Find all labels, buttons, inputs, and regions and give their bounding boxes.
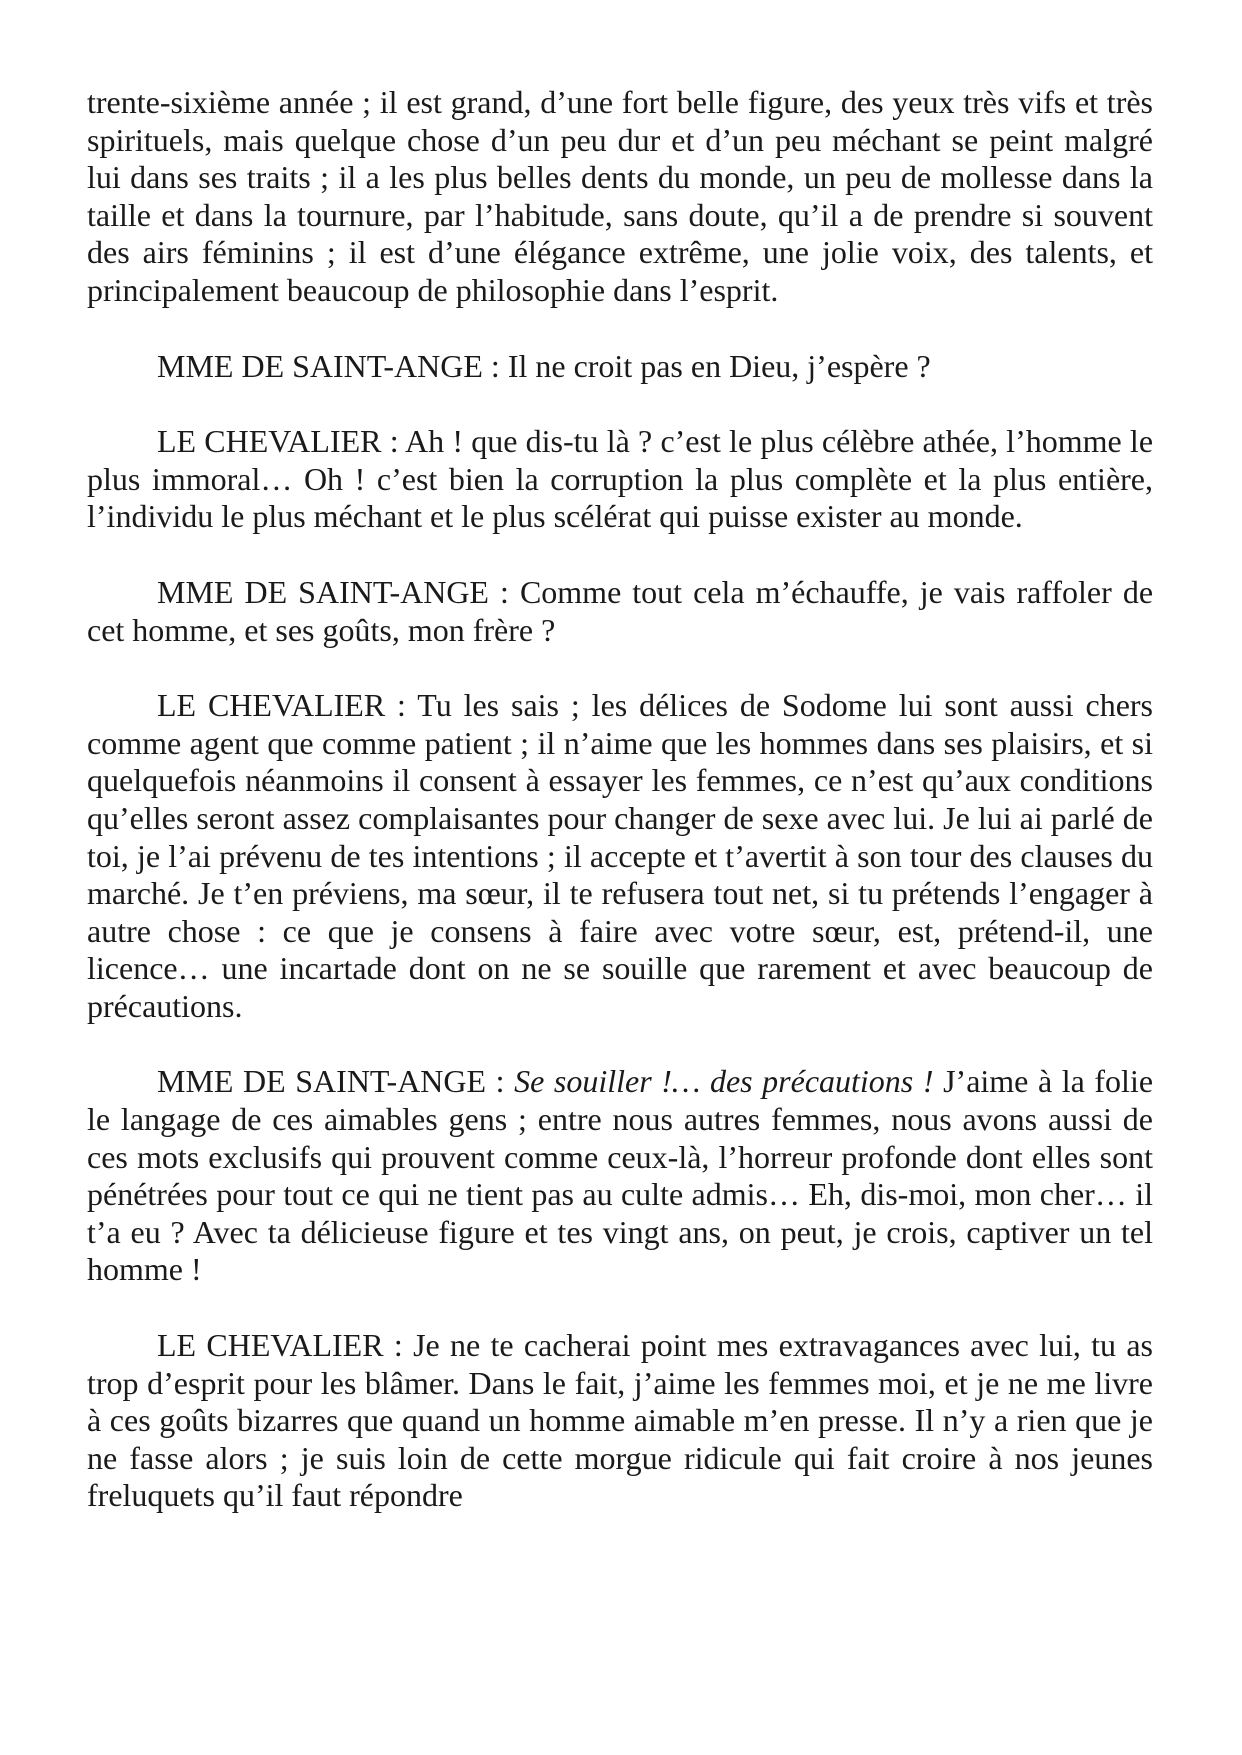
speaker-name: LE CHEVALIER : [157,423,399,460]
dialogue-text: Comme tout cela m’échauffe, je vais raffoler de cet homme, et ses goûts, mon frère ? [87,573,1154,648]
dialogue-text: J’aime à la folie le langage de ces aimables gens ; entre nous autres femmes, nous avons aussi de ces mots exclusifs qui prouvent comme ceux-là, l’horreur profonde dont elles sont pénétrées pour tout ce qui ne tient pas au culte admis… Eh, dis-moi, mon cher… il t’a eu ? Avec ta délicieuse figure et tes vingt ans, on peut, je crois, captiver un tel homme ! [87,1063,1154,1288]
speaker-name: LE CHEVALIER : [157,687,406,724]
dialogue-paragraph [87,1327,1153,1515]
dialogue-paragraph [87,1063,1153,1289]
dialogue-text: Il ne croit pas en Dieu, j’espère ? [507,347,931,384]
dialogue-text: Je ne te cacherai point mes extravagances avec lui, tu as trop d’esprit pour les blâmer. Dans le fait, j’aime les femmes moi, et je ne me livre à ces goûts bizarres que quand un homme aimable m’en presse. Il n’y a rien que je ne fasse alors ; je suis loin de cette morgue ridicule qui fait croire à nos jeunes freluquets qu’il faut répondre [87,1327,1154,1514]
speaker-name: LE CHEVALIER : [157,1327,403,1364]
dialogue-text: Ah ! que dis-tu là ? c’est le plus célèbre athée, l’homme le plus immoral… Oh ! c’est bien la corruption la plus complète et la plus entière, l’individu le plus méchant et le plus scélérat qui puisse exister au monde. [87,423,1154,535]
emphasized-text: Se souiller !… des précautions ! [514,1063,934,1100]
dialogue-paragraph [87,574,1153,649]
dialogue-text: Tu les sais ; les délices de Sodome lui sont aussi chers comme agent que comme patient ; il n’aime que les hommes dans ses plaisirs, et si quelquefois néanmoins il consent à essayer les femmes, ce n’est qu’aux conditions qu’elles seront assez complaisantes pour changer de sexe avec lui. Je lui ai parlé de toi, je l’ai prévenu de tes intentions ; il accepte et t’avertit à son tour des clauses du marché. Je t’en préviens, ma sœur, il te refusera tout net, si tu prétends l’engager à autre chose : ce que je consens à faire avec votre sœur, est, prétend-il, une licence… une incartade dont on ne se souille que rarement et avec beaucoup de précautions. [87,687,1154,1024]
paragraph-text: trente-sixième année ; il est grand, d’une fort belle figure, des yeux très vifs et très spirituels, mais quelque chose d’un peu dur et d’un peu méchant se peint malgré lui dans ses traits ; il a les plus belles dents du monde, un peu de mollesse dans la taille et dans la tournure, par l’habitude, sans doute, qu’il a de prendre si souvent des airs féminins ; il est d’une élégance extrême, une jolie voix, des talents, et principalement beaucoup de philosophie dans l’esprit. [87,84,1153,308]
speaker-name: MME DE SAINT-ANGE : [157,1063,505,1100]
dialogue-paragraph [87,687,1153,1025]
dialogue-paragraph [87,423,1153,536]
speaker-name: MME DE SAINT-ANGE : [157,573,509,610]
text-body [87,84,1153,1515]
paragraph-continuation [87,84,1153,310]
dialogue-paragraph [87,348,1153,386]
speaker-name: MME DE SAINT-ANGE : [157,347,500,384]
